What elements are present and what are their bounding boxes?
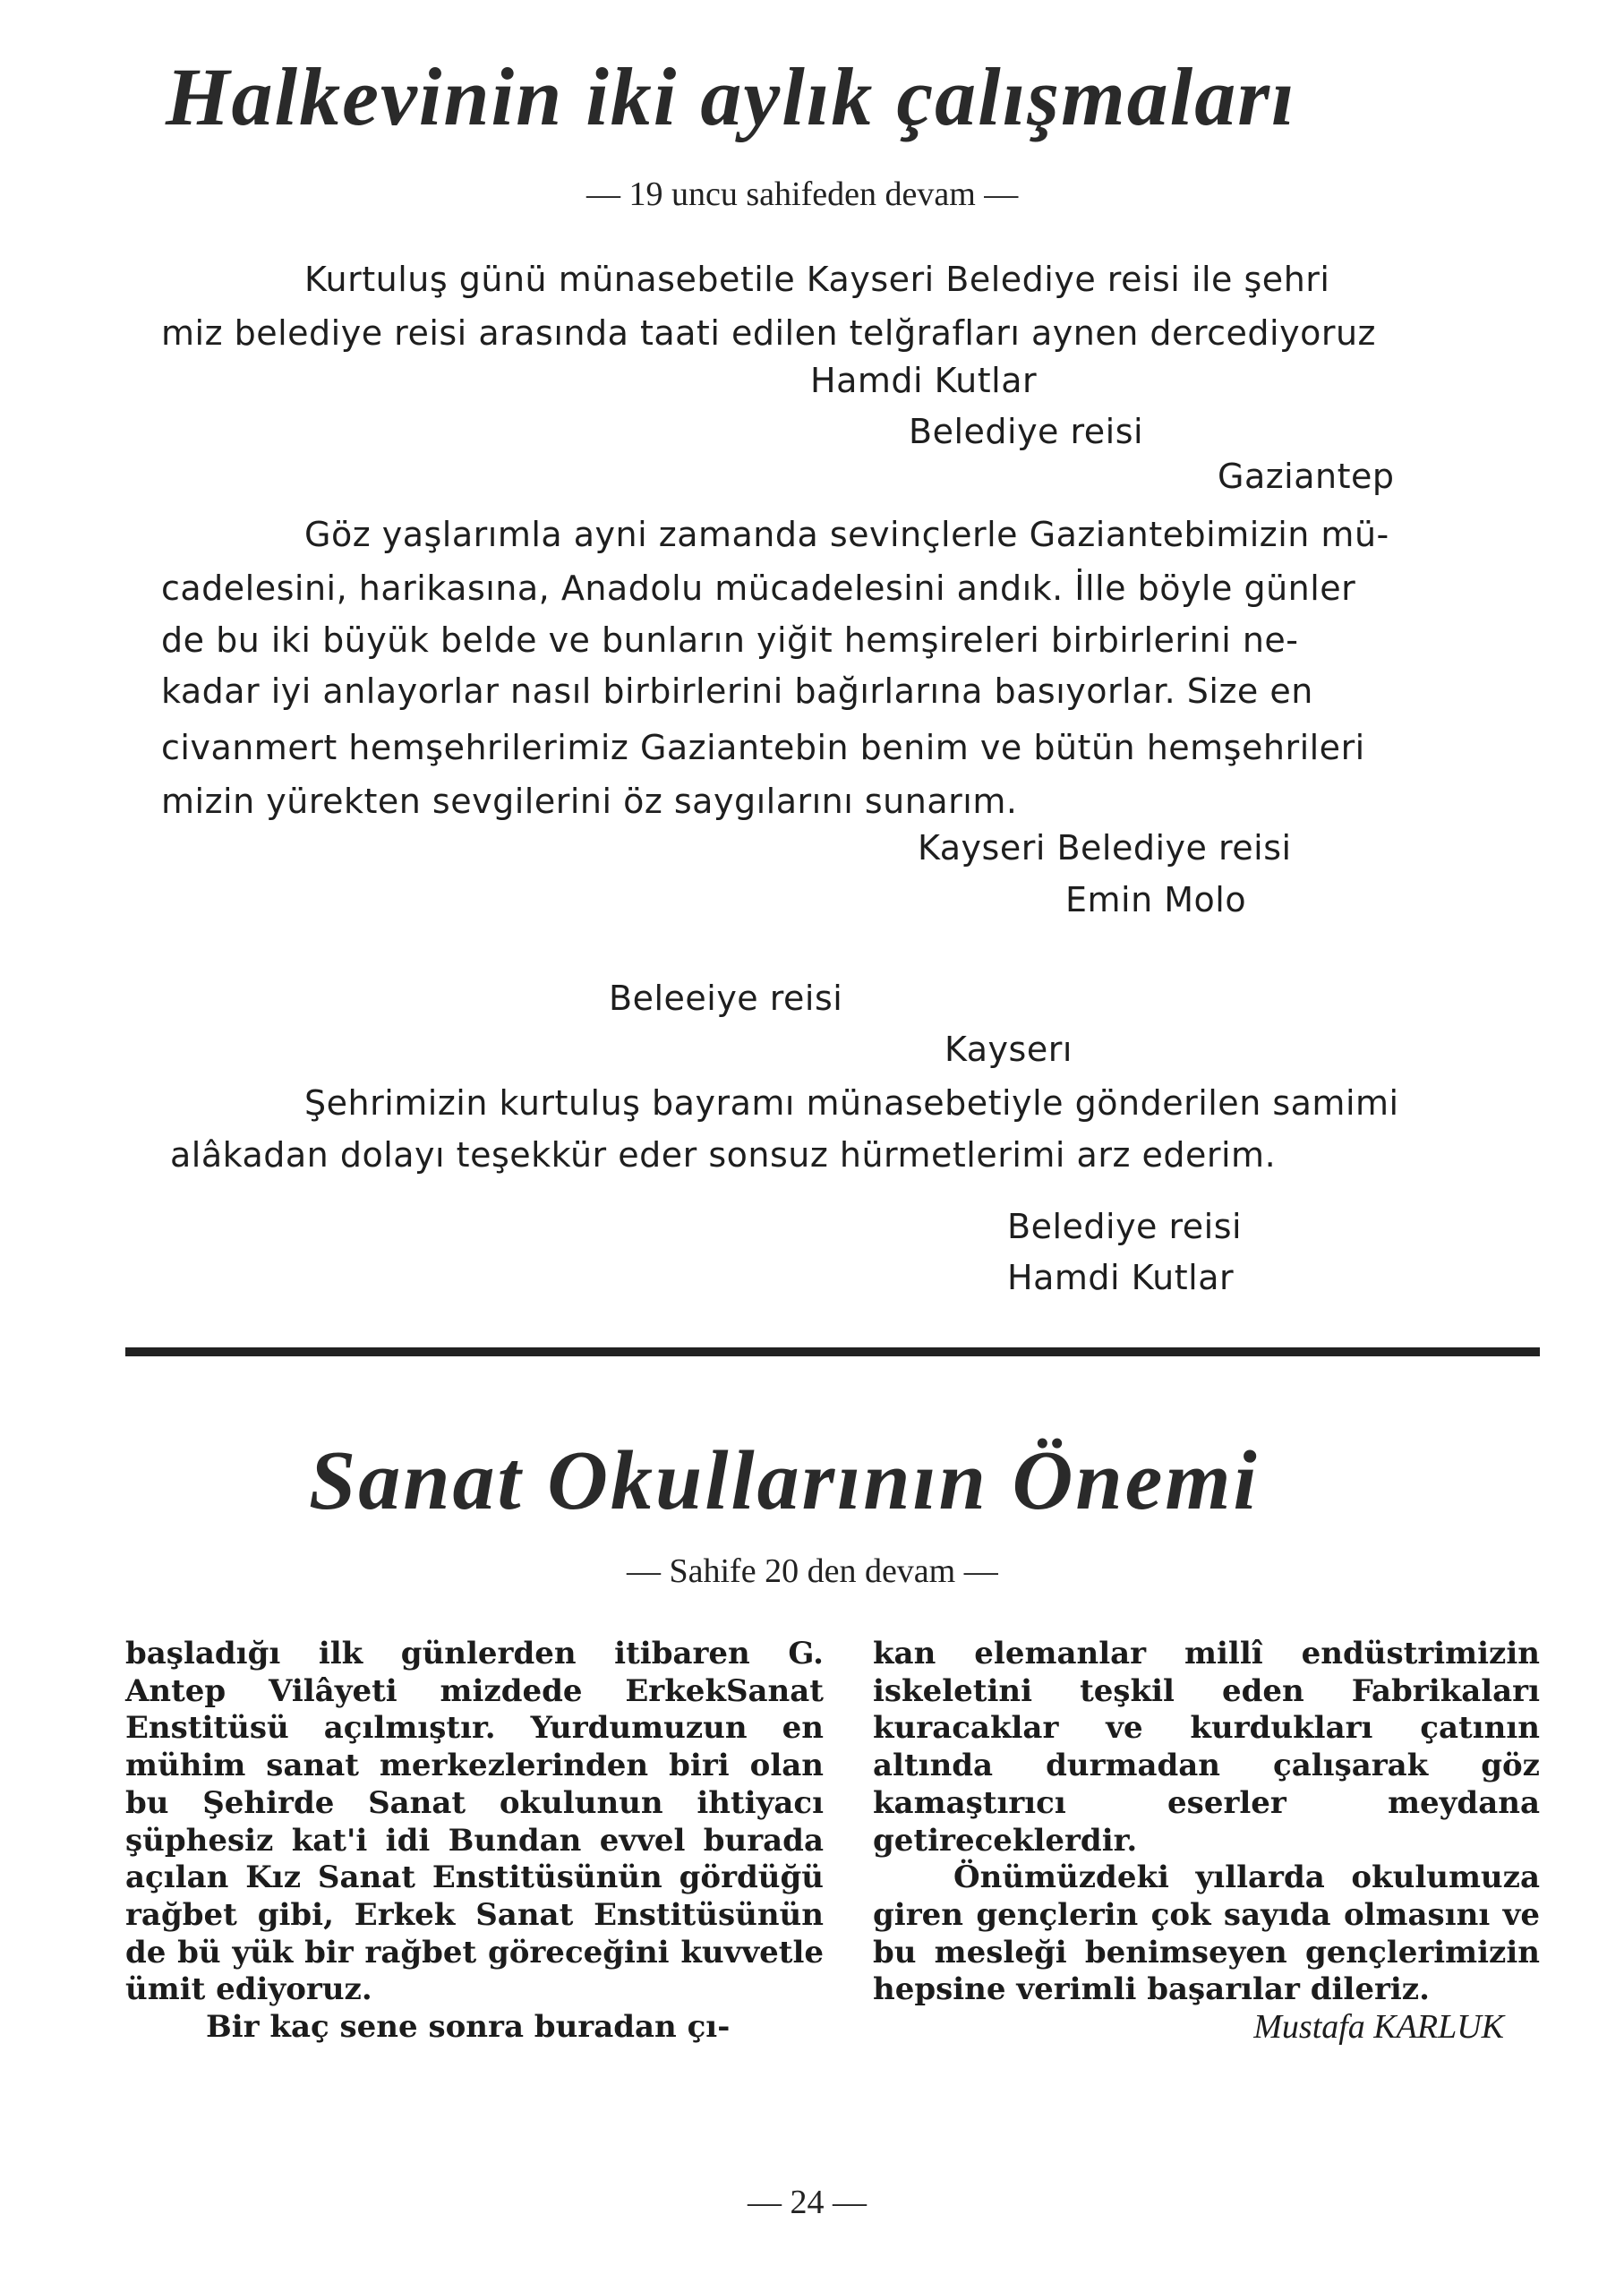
signature-title: Kayseri Belediye reisi [918, 828, 1292, 868]
signature-name: Hamdi Kutlar [1007, 1258, 1235, 1297]
signature-title: Belediye reisi [1007, 1207, 1243, 1246]
body-line: alâkadan dolayı teşekkür eder sonsuz hürmetlerimi arz ederim. [170, 1135, 1277, 1175]
paragraph: Bir kaç sene sonra buradan çı- [206, 2009, 731, 2046]
author-signature: Mustafa KARLUK [1253, 2008, 1504, 2047]
addressee-title: Belediye reisi [909, 412, 1144, 451]
article-title: Sanat Okullarının Önemi [309, 1434, 1260, 1527]
article-title: Halkevinin iki aylık çalışmaları [166, 51, 1296, 142]
body-line: cadelesini, harikasına, Anadolu mücadelesini andık. İlle böyle günler [161, 568, 1356, 608]
addressee-title: Beleeiye reisi [609, 979, 843, 1018]
paragraph: başladığı ilk günlerden itibaren G. Antep Vilâyeti mizdede ErkekSanat Enstitüsü açılmıştır. Yurdumuzun en mühim sanat merkezlerinden biri olan bu Şehirde Sanat okulunun ihtiyacı şüphesiz kat'i idi Bundan evvel burada açılan Kız Sanat Enstitüsünün gördüğü rağbet gibi, Erkek Sanat Enstitüsünün de bü yük bir rağbet göreceğini kuvvetle ümit ediyoruz. [125, 1636, 824, 2008]
left-column [125, 1636, 824, 2047]
body-line: Şehrimizin kurtuluş bayramı münasebetiyle gönderilen samimi [304, 1083, 1399, 1123]
signature-name: Emin Molo [1065, 880, 1247, 919]
page-number: — 24 — [748, 2184, 867, 2221]
body-line: mizin yürekten sevgilerini öz saygılarını sunarım. [161, 782, 1018, 821]
body-line: Göz yaşlarımla ayni zamanda sevinçlerle Gaziantebimizin mü- [304, 515, 1389, 554]
paragraph: Önümüzdeki yıllarda okulumuza giren gençlerin çok sayıda olmasını ve bu mesleği benimseyen gençlerimizin hepsine verimli başarılar dileriz. [873, 1859, 1540, 2008]
section-divider [125, 1347, 1540, 1356]
continuation-note: — Sahife 20 den devam — [627, 1552, 998, 1590]
addressee-city: Kayserı [944, 1030, 1073, 1069]
body-line: de bu iki büyük belde ve bunların yiğit hemşireleri birbirlerini ne- [161, 620, 1299, 660]
body-line: miz belediye reisi arasında taati edilen telğrafları aynen dercediyoruz [161, 313, 1376, 353]
body-line: civanmert hemşehrilerimiz Gaziantebin benim ve bütün hemşehrileri [161, 728, 1365, 767]
body-line: Kurtuluş günü münasebetile Kayseri Belediye reisi ile şehri [304, 260, 1330, 299]
continuation-note: — 19 uncu sahifeden devam — [586, 175, 1019, 213]
body-line: kadar iyi anlayorlar nasıl birbirlerini bağırlarına basıyorlar. Size en [161, 671, 1313, 711]
paragraph: kan elemanlar millî endüstrimizin iskeletini teşkil eden Fabrikaları kuracaklar ve kurdukları çatının altında durmadan çalışarak göz kamaştırıcı eserler meydana getireceklerdir. [873, 1636, 1540, 1859]
right-column [873, 1636, 1540, 2047]
addressee-name: Hamdi Kutlar [810, 361, 1038, 400]
addressee-city: Gaziantep [1218, 457, 1395, 496]
